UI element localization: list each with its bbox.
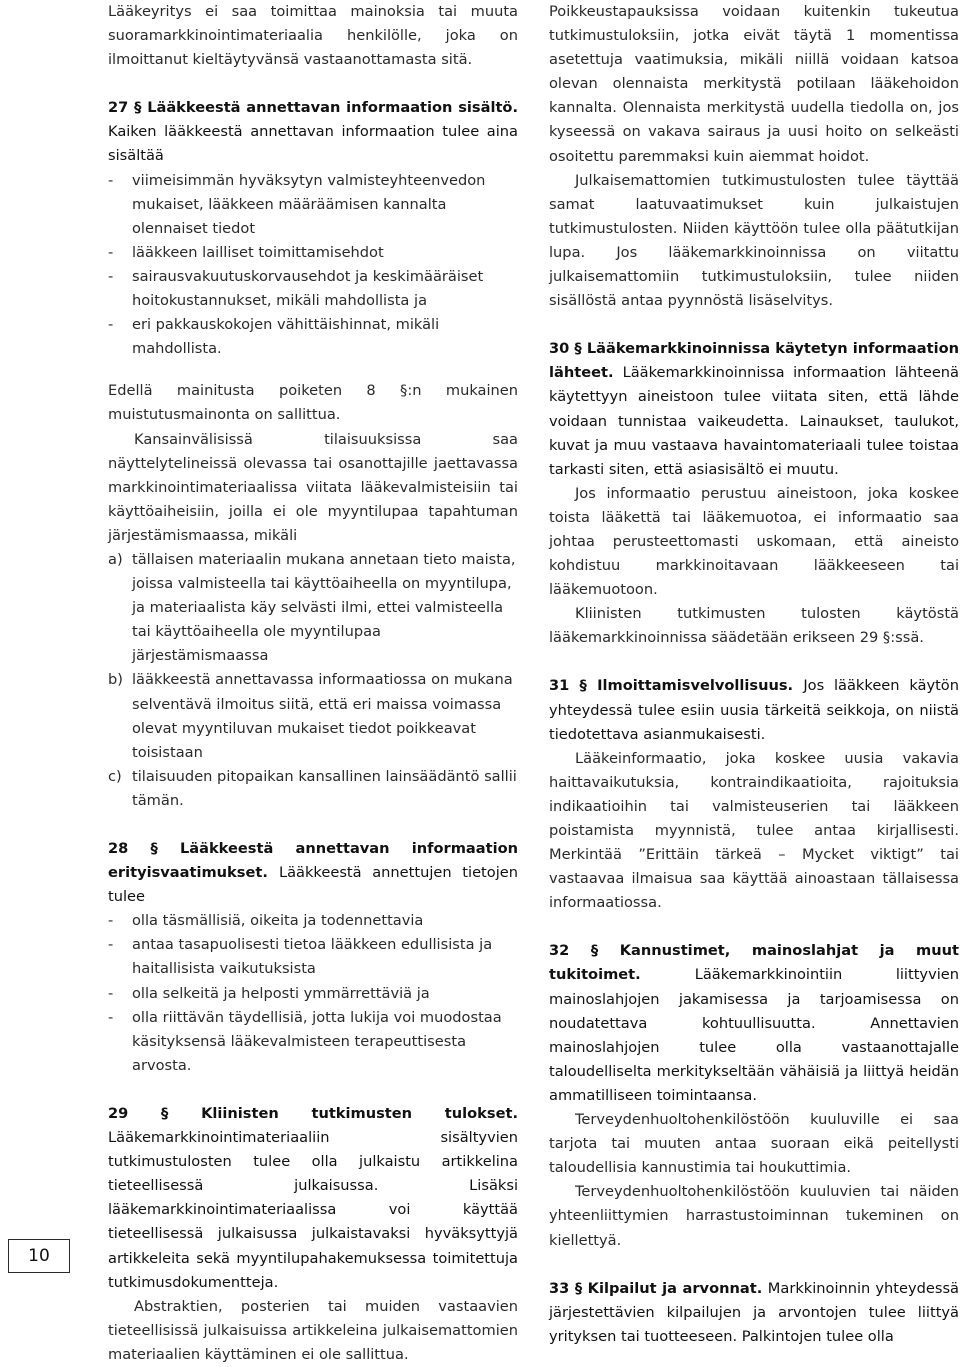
section-27-lead: Kaiken lääkkeestä annettavan informaation tulee aina sisältää: [108, 123, 518, 165]
left-column: [108, 0, 518, 1367]
section-30-lead: Lääkemarkkinoinnissa informaation lähteenä käytettyyn aineistoon tulee viitata siten, että lähde voidaan tunnistaa vaikeudetta. Lainaukset, taulukot, kuvat ja muu vastaava havaintomateriaali tulee toistaa tarkasti siten, että asiasisältö ei muutu.: [549, 364, 959, 478]
list-item: - sairausvakuutuskorvausehdot ja keskimääräiset hoitokustannukset, mikäli mahdollista ja: [108, 267, 484, 310]
section-29-paragraph: Abstraktien, posterien tai muiden vastaavien tieteellisissä julkaisuissa artikkeleina julkaisemattomien materiaalien käyttäminen ei ole sallittua.: [108, 1297, 518, 1363]
section-32-paragraph-2: Terveydenhuoltohenkilöstöön kuuluvien tai näiden yhteenliittymien harrastustoiminnan tukeminen on kiellettyä.: [549, 1183, 959, 1249]
section-32-heading: [549, 939, 959, 1108]
right-paragraph-1: Poikkeustapauksissa voidaan kuitenkin tukeutua tutkimustuloksiin, jotka eivät täytä 1 momentissa asetettuja vaatimuksia, mikäli niillä voidaan katsoa olevan olennaista merkitystä potilaan lääkehoidon kannalta. Olennaista merkitystä uudella tiedolla on, jos kyseessä on vakava sairaus ja uusi hoito on selkeästi osoitettu paremmaksi kuin aiemmat hoidot.: [549, 3, 959, 165]
page-margin: [0, 0, 84, 1283]
section-30-title: 30 § Lääkemarkkinoinnissa käytetyn informaation lähteet.: [549, 340, 959, 382]
section-30-paragraph-1: Jos informaatio perustuu aineistoon, joka koskee toista lääkettä tai lääkemuotoa, ei informaatio saa johtaa perusteettomasti uskomaan, että aineisto kohdistuu markkinoitavaan lääkkeeseen tai lääkemuotoon.: [549, 484, 959, 599]
section-33-lead: Markkinoinnin yhteydessä järjestettävien kilpailujen ja arvontojen tulee liittyä yrityksen tai tuotteeseen. Palkintojen tulee olla: [549, 1279, 959, 1345]
section-28-lead: Lääkkeestä annettujen tietojen tulee: [108, 864, 518, 906]
right-column: [549, 0, 959, 1349]
section-28-title: 28 § Lääkkeestä annettavan informaation erityisvaatimukset.: [108, 840, 518, 882]
section-28-heading: [108, 837, 518, 909]
section-30-heading: [549, 337, 959, 482]
lettered-item: b) lääkkeestä annettavassa informaatiossa on mukana selventävä ilmoitus siitä, että eri maissa voimassa olevat myyntiluvan mukaiset tiedot poikkeavat toisistaan: [108, 671, 513, 761]
section-27-heading: [108, 96, 518, 168]
section-29-title: 29 § Kliinisten tutkimusten tulokset.: [108, 1104, 518, 1122]
section-32-paragraph-1: Terveydenhuoltohenkilöstöön kuuluville ei saa tarjota tai muuten antaa suoraan eikä peitellysti taloudellisia kannustimia tai houkuttimia.: [549, 1111, 959, 1177]
section-27-paragraph: Kansainvälisissä tilaisuuksissa saa näyttelytelineissä olevassa tai osanottajille jaettavassa markkinointimateriaalissa viitata lääkevalmisteisiin tai käyttöaiheisiin, joilla ei ole myyntilupaa tapahtuman järjestämismaassa, mikäli: [108, 430, 518, 544]
intro-paragraph: Lääkeyritys ei saa toimittaa mainoksia tai muuta suoramarkkinointimateriaalia henkilölle, joka on ilmoittanut kieltäytyvänsä vastaanottamasta sitä.: [108, 3, 518, 69]
list-item: - lääkkeen lailliset toimittamisehdot: [108, 243, 384, 261]
list-item: - viimeisimmän hyväksytyn valmisteyhteenvedon mukaiset, lääkkeen määräämisen kannalta olennaiset tiedot: [108, 171, 486, 237]
right-paragraph-2: Julkaisemattomien tutkimustulosten tulee täyttää samat laatuvaatimukset kuin julkaistujen tutkimustulosten. Niiden käyttöön tulee olla päätutkijan lupa. Jos lääkemarkkinoinnissa on viitattu julkaisemattomiin tutkimustuloksiin, tulee niiden sisällöstä antaa pyynnöstä lisäselvitys.: [549, 171, 959, 310]
list-item: - eri pakkauskokojen vähittäishinnat, mikäli mahdollista.: [108, 316, 440, 358]
list-item: - olla riittävän täydellisiä, jotta lukija voi muodostaa käsityksensä lääkevalmisteen terapeuttisesta arvosta.: [108, 1008, 502, 1074]
section-27-note: Edellä mainitusta poiketen 8 §:n mukainen muistutusmainonta on sallittua.: [108, 382, 518, 424]
page-number: 10: [8, 1239, 70, 1273]
section-29-heading: [108, 1102, 518, 1295]
lettered-item: c) tilaisuuden pitopaikan kansallinen lainsäädäntö sallii tämän.: [108, 767, 517, 809]
list-item: - olla selkeitä ja helposti ymmärrettäviä ja: [108, 984, 430, 1002]
lettered-item: a) tällaisen materiaalin mukana annetaan tieto maista, joissa valmisteella tai käyttöaiheella on myyntilupa, ja materiaalista käy selvästi ilmi, ettei valmisteella tai käyttöaiheella ole myyntilupaa järjestämismaassa: [108, 550, 516, 665]
list-item: - antaa tasapuolisesti tietoa lääkkeen edullisista ja haitallisista vaikutuksista: [108, 936, 493, 978]
list-item: - olla täsmällisiä, oikeita ja todennettavia: [108, 912, 424, 930]
section-32-lead: Lääkemarkkinointiin liittyvien mainoslahjojen jakamisessa ja tarjoamisessa on noudatettava kohtuullisuutta. Annettavien mainoslahjojen tulee olla vastaanottajalle taloudelliselta merkitykseltään vähäisiä ja liittyä heidän ammatilliseen toimintaansa.: [549, 966, 959, 1104]
section-31-paragraph-1: Lääkeinformaatio, joka koskee uusia vakavia haittavaikutuksia, kontraindikaatioita, rajoituksia indikaatioihin tai valmisteuserien tai lääkkeen poistamista myynnistä, tulee antaa kirjallisesti. Merkintää ”Erittäin tärkeä – Mycket viktigt” tai vastaavaa ilmaisua saa käyttää ainoastaan tällaisessa informaatiossa.: [549, 749, 959, 912]
section-33-heading: [549, 1277, 959, 1349]
section-31-title: 31 § Ilmoittamisvelvollisuus.: [549, 677, 794, 695]
section-31-heading: [549, 674, 959, 746]
section-29-lead: Lääkemarkkinointimateriaaliin sisältyvien tutkimustulosten tulee olla julkaistu artikkelina tieteellisessä julkaisussa. Lisäksi lääkemarkkinointimateriaalissa voi käyttää tieteellisessä julkaisussa julkaistavaksi hyväksyttyjä artikkeleita sekä myyntilupahakemuksessa toimitettuja tutkimusdokumentteja.: [108, 1129, 518, 1291]
section-33-title: 33 § Kilpailut ja arvonnat.: [549, 1279, 763, 1297]
section-27-title: 27 § Lääkkeestä annettavan informaation sisältö.: [108, 99, 518, 117]
section-32-title: 32 § Kannustimet, mainoslahjat ja muut tukitoimet.: [549, 942, 959, 984]
section-31-lead: Jos lääkkeen käytön yhteydessä tulee esiin uusia tärkeitä seikkoja, on niistä tiedotettava asianmukaisesti.: [549, 677, 959, 743]
section-30-paragraph-2: Kliinisten tutkimusten tulosten käytöstä lääkemarkkinoinnissa säädetään erikseen 29 §:ssä.: [549, 605, 959, 647]
